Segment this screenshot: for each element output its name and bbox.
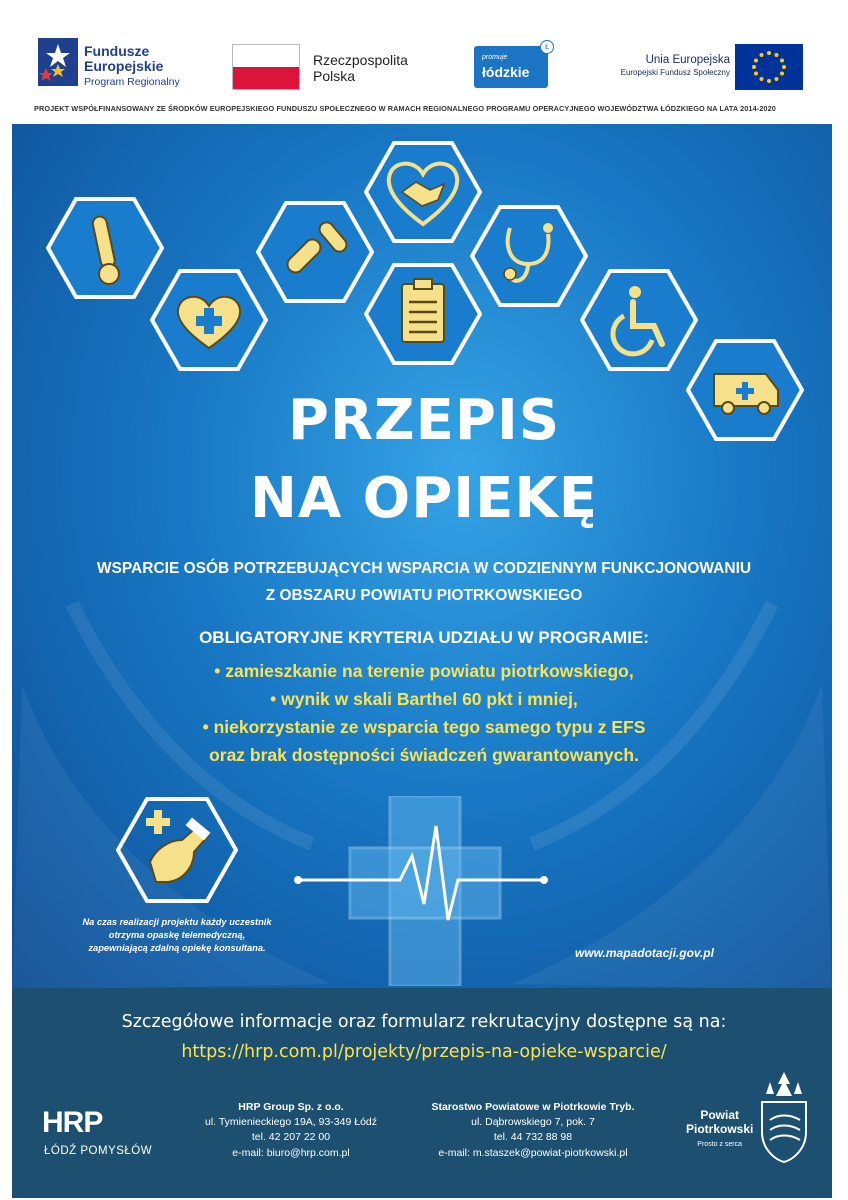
website-link[interactable]: www.mapadotacji.gov.pl (575, 946, 714, 960)
powiat-logo-text (686, 1108, 753, 1149)
thermometer-icon (46, 196, 164, 300)
title-line2: NA OPIEKĘ (249, 466, 599, 531)
fe-line3: Program Regionalny (84, 75, 180, 88)
criteria-item: oraz brak dostępności świadczeń gwarantowanych. (209, 745, 639, 765)
stethoscope-icon (470, 204, 588, 308)
powiat-line1: Powiat (700, 1108, 740, 1122)
lodzkie-main: łódzkie (482, 64, 530, 80)
powiat-line2: Piotrkowski (686, 1122, 754, 1137)
pills-icon (256, 200, 374, 304)
fe-line2: Europejskie (84, 58, 164, 75)
criteria-item: • niekorzystanie ze wsparcia tego samego typu z EFS (202, 717, 646, 737)
hrp-phone: tel. 42 207 22 00 (251, 1131, 331, 1144)
title-line1: PRZEPIS (287, 388, 561, 453)
hrp-logo: HRP (42, 1106, 103, 1139)
info-url-link[interactable]: https://hrp.com.pl/projekty/przepis-na-opieke-wsparcie/ (181, 1042, 667, 1062)
eu-flag-icon (735, 44, 803, 90)
wheelchair-icon (580, 268, 698, 372)
info-line: Szczegółowe informacje oraz formularz rekrutacyjny dostępne są na: (121, 1012, 727, 1032)
heart-plus-icon (150, 268, 268, 372)
ue-line2: Europejski Fundusz Społeczny (620, 67, 730, 77)
project-cofinancing-line: PROJEKT WSPÓŁFINANSOWANY ZE ŚRODKÓW EUROPEJSKIEGO FUNDUSZU SPOŁECZNEGO W RAMACH REGIONALNEGO PROGRAMU OPERACYJNEGO WOJEWÓDZTWA ŁÓDZKIEGO NA LATA 2014-2020 (34, 104, 776, 113)
powiat-crest-icon (756, 1070, 812, 1168)
fe-line1: Fundusze (84, 43, 150, 59)
lodzkie-logo (474, 43, 549, 88)
clipboard-icon (364, 262, 482, 366)
fe-logo-text (84, 44, 180, 88)
fe-logo-icon (38, 38, 78, 90)
starostwo-email[interactable]: e-mail: m.staszek@powiat-piotrkowski.pl (438, 1146, 628, 1159)
polish-flag-icon (232, 44, 300, 90)
telemedicine-note (52, 916, 302, 955)
rp-line2: Polska (313, 68, 356, 85)
hrp-address (196, 1100, 386, 1161)
rp-logo-text (313, 52, 408, 84)
subtitle-line2: Z OBSZARU POWIATU PIOTRKOWSKIEGO (265, 587, 583, 604)
subtitle-line1: WSPARCIE OSÓB POTRZEBUJĄCYCH WSPARCIA W CODZIENNYM FUNKCJONOWANIU (96, 560, 752, 577)
criteria-item: • zamieszkanie na terenie powiatu piotrkowskiego, (214, 661, 634, 681)
lodzkie-badge-icon: Ł (540, 40, 554, 54)
lodzkie-small: promuje (482, 54, 508, 61)
powiat-motto: Prosto z serca (697, 1140, 743, 1148)
ue-logo-text (590, 54, 730, 77)
criteria-item: • wynik w skali Barthel 60 pkt i mniej, (270, 689, 578, 709)
ue-line1: Unia Europejska (645, 54, 730, 66)
hrp-email[interactable]: e-mail: biuro@hrp.com.pl (232, 1146, 350, 1159)
rp-line1: Rzeczpospolita (313, 52, 408, 68)
telemedicine-band-icon (116, 796, 238, 904)
starostwo-street: ul. Dąbrowskiego 7, pok. 7 (471, 1116, 595, 1129)
hrp-tagline: ŁÓDŹ POMYSŁÓW (44, 1145, 153, 1157)
handshake-heart-icon (364, 140, 482, 244)
criteria-title: OBLIGATORYJNE KRYTERIA UDZIAŁU W PROGRAMIE: (199, 628, 649, 647)
starostwo-name: Starostwo Powiatowe w Piotrkowie Tryb. (431, 1101, 635, 1113)
note-line1: Na czas realizacji projektu każdy uczestnik (82, 917, 272, 927)
note-line2: otrzyma opaskę telemedyczną, (108, 930, 246, 941)
starostwo-address (412, 1100, 654, 1161)
note-line3: zapewniającą zdalną opiekę konsultana. (88, 943, 266, 954)
medical-cross-heartbeat-icon (290, 796, 552, 990)
starostwo-phone: tel. 44 732 88 98 (493, 1131, 573, 1144)
hrp-street: ul. Tymienieckiego 19A, 93-349 Łódź (205, 1116, 377, 1129)
hrp-name: HRP Group Sp. z o.o. (238, 1101, 344, 1113)
